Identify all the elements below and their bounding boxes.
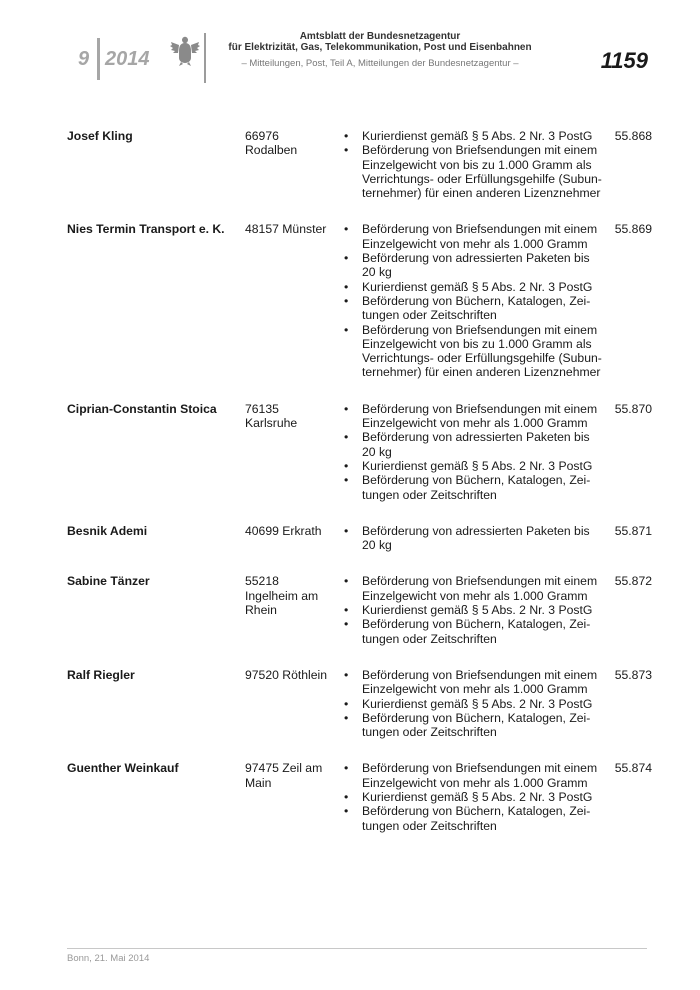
license-list — [67, 129, 652, 833]
service-line: Einzelgewicht von mehr als 1.000 Gramm — [362, 775, 588, 790]
license-entry — [67, 524, 652, 553]
licensee-name: Guenther Weinkauf — [67, 761, 179, 776]
licensee-place — [245, 129, 340, 158]
service-item — [340, 402, 610, 431]
service-item — [340, 804, 610, 833]
place-line: Main — [245, 775, 272, 790]
service-line: Einzelgewicht von bis zu 1.000 Gramm als — [362, 157, 592, 172]
license-entry — [67, 402, 652, 502]
license-entry — [67, 129, 652, 200]
license-number: 55.873 — [614, 667, 652, 682]
licensee-place — [245, 668, 340, 682]
service-item — [340, 251, 610, 280]
journal-subtitle: für Elektrizität, Gas, Telekommunikation, Post und Eisenbahnen — [228, 42, 532, 53]
service-line: Einzelgewicht von mehr als 1.000 Gramm — [362, 416, 588, 431]
service-list — [340, 524, 610, 553]
service-item — [340, 668, 610, 697]
service-item — [340, 617, 610, 646]
license-number: 55.870 — [614, 401, 652, 416]
service-list — [340, 402, 610, 502]
service-line: ternehmer) für einen anderen Lizenznehmer — [362, 365, 601, 380]
license-entry — [67, 574, 652, 645]
service-item — [340, 129, 610, 143]
journal-title: Amtsblatt der Bundesnetzagentur — [299, 31, 461, 42]
licensee-name: Ciprian-Constantin Stoica — [67, 401, 217, 416]
licensee-name: Nies Termin Transport e. K. — [67, 222, 225, 237]
licensee-name: Ralf Riegler — [67, 667, 135, 682]
service-line: • Beförderung von Büchern, Katalogen, Zei- — [362, 293, 591, 308]
license-number: 55.868 — [614, 129, 652, 143]
service-line: • Beförderung von adressierten Paketen bis — [362, 523, 590, 538]
service-item — [340, 524, 610, 553]
service-line: Einzelgewicht von bis zu 1.000 Gramm als — [362, 336, 592, 351]
service-list — [340, 574, 610, 645]
place-line: 48157 Münster — [245, 222, 327, 237]
licensee-place — [245, 402, 340, 431]
service-line: ternehmer) für einen anderen Lizenznehmer — [362, 186, 601, 201]
service-item — [340, 790, 610, 804]
service-line: • Beförderung von Briefsendungen mit einem — [362, 574, 598, 589]
place-line: 76135 — [245, 401, 279, 416]
service-line: • Kurierdienst gemäß § 5 Abs. 2 Nr. 3 PostG — [362, 789, 593, 804]
license-entry — [67, 761, 652, 832]
service-line: • Kurierdienst gemäß § 5 Abs. 2 Nr. 3 PostG — [362, 696, 593, 711]
service-line: • Beförderung von Büchern, Katalogen, Zei- — [362, 804, 591, 819]
service-line: • Kurierdienst gemäß § 5 Abs. 2 Nr. 3 PostG — [362, 458, 593, 473]
service-line: • Beförderung von adressierten Paketen bis — [362, 251, 590, 266]
service-line: • Beförderung von Briefsendungen mit einem — [362, 761, 598, 776]
licensee-name: Besnik Ademi — [67, 523, 148, 538]
service-item — [340, 697, 610, 711]
service-line: Einzelgewicht von mehr als 1.000 Gramm — [362, 236, 588, 251]
service-item — [340, 280, 610, 294]
license-number: 55.869 — [614, 222, 652, 237]
service-line: 20 kg — [362, 444, 392, 459]
place-line: Rhein — [245, 603, 277, 618]
service-line: • Beförderung von Briefsendungen mit einem — [362, 401, 598, 416]
service-item — [340, 473, 610, 502]
service-line: Einzelgewicht von mehr als 1.000 Gramm — [362, 682, 588, 697]
licensee-place — [245, 761, 340, 790]
place-line: Karlsruhe — [245, 416, 298, 431]
service-item — [340, 143, 610, 200]
service-item — [340, 761, 610, 790]
issue-number: 9 — [78, 48, 90, 70]
service-line: • Beförderung von adressierten Paketen bis — [362, 430, 590, 445]
service-line: • Beförderung von Briefsendungen mit einem — [362, 143, 598, 158]
service-line: 20 kg — [362, 265, 392, 280]
service-item — [340, 574, 610, 603]
license-number: 55.872 — [614, 574, 652, 589]
place-line: Ingelheim am — [245, 588, 319, 603]
service-line: Verrichtungs- oder Erfüllungsgehilfe (Subun- — [362, 171, 602, 186]
licensee-name: Sabine Tänzer — [67, 574, 150, 589]
service-line: • Beförderung von Briefsendungen mit einem — [362, 322, 598, 337]
service-line: tungen oder Zeitschriften — [362, 818, 497, 833]
license-number: 55.874 — [614, 761, 652, 776]
place-line: 97475 Zeil am — [245, 761, 323, 776]
service-line: • Beförderung von Briefsendungen mit einem — [362, 222, 598, 237]
page-header — [0, 0, 700, 100]
page-number: 1159 — [600, 48, 648, 73]
service-line: • Beförderung von Büchern, Katalogen, Zei- — [362, 710, 591, 725]
service-line: tungen oder Zeitschriften — [362, 725, 497, 740]
licensee-place — [245, 222, 340, 236]
license-entry — [67, 668, 652, 739]
service-list — [340, 222, 610, 379]
place-line: Rodalben — [245, 143, 298, 158]
service-list — [340, 761, 610, 832]
footer-place-date: Bonn, 21. Mai 2014 — [67, 953, 150, 964]
service-line: • Beförderung von Büchern, Katalogen, Zei- — [362, 617, 591, 632]
footer-divider — [67, 948, 647, 949]
place-line: 97520 Röthlein — [245, 667, 327, 682]
licensee-place — [245, 574, 340, 617]
licensee-name: Josef Kling — [67, 129, 133, 143]
service-line: tungen oder Zeitschriften — [362, 308, 497, 323]
issue-year: 2014 — [105, 48, 150, 70]
service-item — [340, 323, 610, 380]
service-list — [340, 129, 610, 200]
service-line: • Kurierdienst gemäß § 5 Abs. 2 Nr. 3 PostG — [362, 129, 593, 143]
service-line: tungen oder Zeitschriften — [362, 487, 497, 502]
service-item — [340, 603, 610, 617]
service-line: • Kurierdienst gemäß § 5 Abs. 2 Nr. 3 PostG — [362, 279, 593, 294]
service-line: • Beförderung von Briefsendungen mit einem — [362, 667, 598, 682]
place-line: 40699 Erkrath — [245, 523, 322, 538]
service-line: Einzelgewicht von mehr als 1.000 Gramm — [362, 588, 588, 603]
license-number: 55.871 — [614, 523, 652, 538]
service-line: • Beförderung von Büchern, Katalogen, Zei- — [362, 473, 591, 488]
service-line: Verrichtungs- oder Erfüllungsgehilfe (Subun- — [362, 351, 602, 366]
licensee-place — [245, 524, 340, 538]
service-line: 20 kg — [362, 538, 392, 553]
place-line: 66976 — [245, 129, 279, 143]
service-line: • Kurierdienst gemäß § 5 Abs. 2 Nr. 3 PostG — [362, 603, 593, 618]
service-item — [340, 459, 610, 473]
service-list — [340, 668, 610, 739]
service-item — [340, 711, 610, 740]
place-line: 55218 — [245, 574, 279, 589]
section-title: – Mitteilungen, Post, Teil A, Mitteilungen der Bundesnetzagentur – — [241, 58, 519, 69]
service-item — [340, 222, 610, 251]
service-item — [340, 294, 610, 323]
license-entry — [67, 222, 652, 379]
service-line: tungen oder Zeitschriften — [362, 631, 497, 646]
service-item — [340, 430, 610, 459]
